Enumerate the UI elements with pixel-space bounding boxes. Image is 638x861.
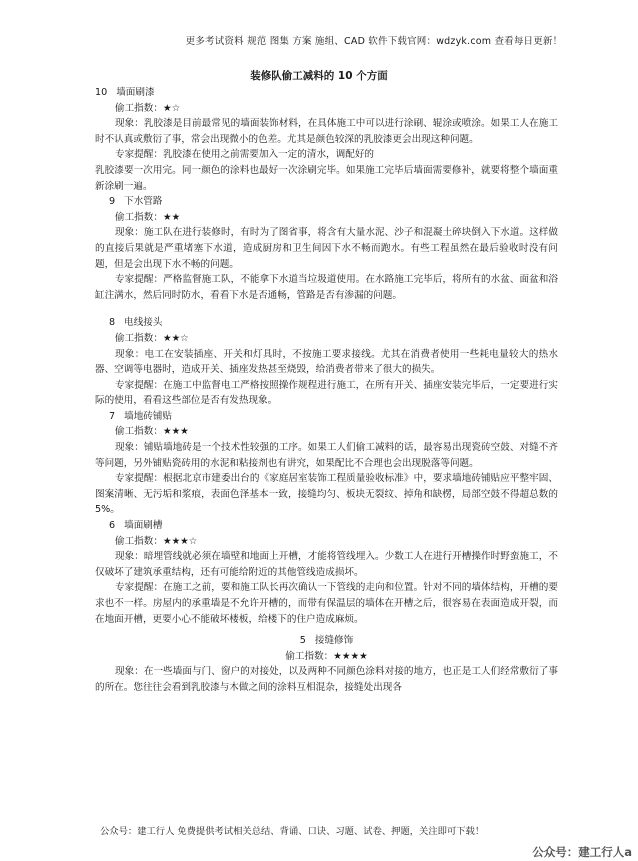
paragraph: 专家提醒：乳胶漆在使用之前需要加入一定的清水，调配好的	[115, 149, 375, 161]
section-heading: 墙地砖铺贴	[124, 410, 173, 422]
paragraph: 现象：在一些墙面与门、窗户的对接处，以及两种不同颜色涂料对接的地方，也正是工人们经常敷衍了事的所在。您往往会看到乳胶漆与木做之间的涂料互相混杂，接缝处出现各	[95, 666, 558, 693]
page-header: 更多考试资料 规范 图集 方案 施组、CAD 软件下载官网：wdzyk.com 查看每日更新！	[185, 36, 563, 47]
section-6	[95, 518, 558, 627]
paragraph: 现象：电工在安装插座、开关和灯具时，不按施工要求接线。尤其在消费者使用一些耗电量较大的热水器、空调等电器时，造成开关、插座发热甚至烧毁，给消费者带来了很大的损失。	[95, 348, 558, 376]
document-body	[95, 85, 558, 696]
section-7	[95, 409, 558, 518]
section-heading: 接缝修饰	[314, 635, 354, 647]
paragraph: 现象：铺贴墙地砖是一个技术性较强的工序。如果工人们偷工减料的话，最容易出现瓷砖空鼓、对缝不齐等问题，另外铺贴瓷砖用的水泥和粘接剂也有讲究，如果配比不合理也会出现脱落等问题。	[95, 442, 558, 469]
section-number: 10	[95, 87, 108, 98]
section-heading: 电线接头	[124, 317, 163, 329]
section-index: 偷工指数：★☆	[115, 102, 181, 114]
section-10	[95, 85, 558, 194]
section-heading: 墙面刷槽	[124, 520, 163, 532]
section-heading: 下水管路	[124, 196, 163, 208]
section-5	[95, 633, 558, 695]
section-index: 偷工指数：★★★★	[285, 650, 368, 662]
section-index: 偷工指数：★★☆	[115, 332, 189, 344]
section-index: 偷工指数：★★★	[115, 426, 189, 438]
paragraph: 现象：施工队在进行装修时，有时为了图省事，将含有大量水泥、沙子和混凝土碎块倒入下水道。这样做的直接后果就是严重堵塞下水道，造成厨房和卫生间因下水不畅而跑水。有些工程虽然在最后验收时没有问题，但是会出现下水不畅的问题。	[95, 227, 558, 270]
paragraph: 专家提醒：在施工之前，要和施工队长再次确认一下管线的走向和位置。针对不同的墙体结构，开槽的要求也不一样。房屋内的承重墙是不允许开槽的，而带有保温层的墙体在开槽之后，很容易在表面造成开裂，而在地面开槽，更要小心不能破坏楼板，给楼下的住户造成麻烦。	[95, 582, 558, 625]
section-index: 偷工指数：★★★☆	[115, 535, 198, 547]
section-8	[95, 315, 558, 409]
paragraph: 现象：乳胶漆是目前最常见的墙面装饰材料，在具体施工中可以进行涂刷、辊涂或喷涂。如果工人在施工时不认真或敷衍了事，常会出现微小的色差。尤其是颜色较深的乳胶漆更会出现这种问题。	[95, 118, 558, 145]
page-footer: 公众号：建工行人 免费提供考试相关总结、背诵、口诀、习题、试卷、押题，关注即可下载！	[100, 826, 485, 837]
paragraph: 现象：暗埋管线就必须在墙壁和地面上开槽，才能将管线埋入。少数工人在进行开槽操作时野蛮施工，不仅破坏了建筑承重结构，还有可能给附近的其他管线造成损坏。	[95, 551, 558, 578]
section-heading: 墙面刷漆	[116, 87, 155, 98]
paragraph: 乳胶漆要一次用完。同一颜色的涂料也最好一次涂刷完毕。如果施工完毕后墙面需要修补，就要将整个墙面重新涂刷一遍。	[95, 164, 558, 192]
paragraph: 专家提醒：在施工中监督电工严格按照操作规程进行施工，在所有开关、插座安装完毕后，一定要进行实际的使用，看看这些部位是否有发热现象。	[95, 379, 558, 407]
paragraph: 专家提醒：严格监督施工队，不能拿下水道当垃圾道使用。在水路施工完毕后，将所有的水盆、面盆和浴缸注满水，然后同时防水，看看下水是否通畅，管路是否有渗漏的问题。	[95, 274, 558, 301]
section-index: 偷工指数：★★	[115, 211, 181, 223]
paragraph: 专家提醒：根据北京市建委出台的《家庭居室装饰工程质量验收标准》中，要求墙地砖铺贴应平整牢固、图案清晰、无污垢和浆痕，表面色泽基本一致，接缝均匀、板块无裂纹、掉角和缺楞，局部空鼓不得超总数的 5%。	[95, 473, 558, 516]
document-title: 装修队偷工减料的 10 个方面	[250, 70, 388, 82]
section-number: 5	[299, 635, 306, 647]
watermark: 公众号：建工行人a	[532, 845, 632, 859]
section-number: 8	[109, 317, 116, 329]
section-9	[95, 194, 558, 303]
section-number: 7	[109, 410, 116, 422]
section-number: 9	[109, 196, 116, 208]
section-number: 6	[109, 520, 116, 532]
